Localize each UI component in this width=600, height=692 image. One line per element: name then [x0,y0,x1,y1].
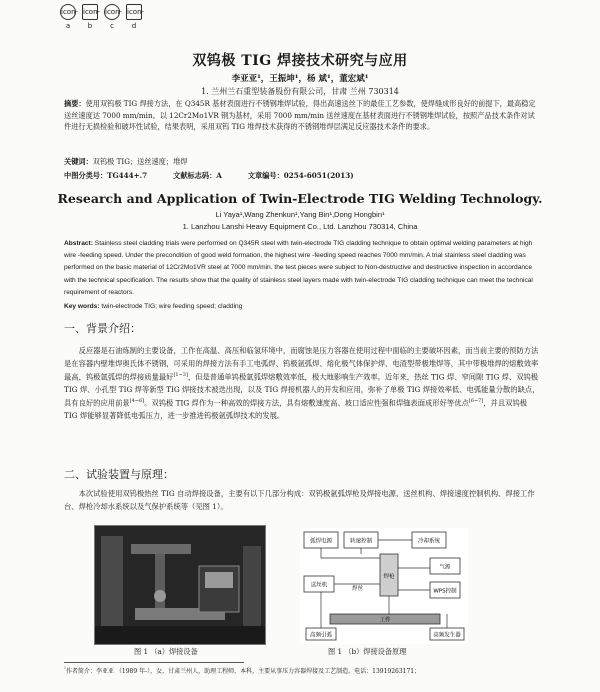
en-authors: Li Yaya¹,Wang Zhenkun¹,Yang Bin¹,Dong Hongbin¹ [215,210,385,219]
label-workpiece: 工件 [379,617,391,624]
figure-welding-principle-diagram [300,528,468,644]
citation-ref: [6~7] [468,397,484,404]
label-wire: 焊丝 [352,586,364,592]
label-hf-generator: 高频发生器 [433,632,461,639]
cn-title: 双钨极 TIG 焊接技术研究与应用 [192,53,408,69]
footnote-mark: ¹ [64,666,67,672]
citation-ref: [1~3] [173,371,188,378]
label-cooling: 冷却系统 [417,538,441,545]
cn-abstract-label: 摘要： [64,99,86,108]
label-gas: 气源 [439,564,451,571]
en-keywords-text: twin-electrode TIG; wire feeding speed; cladding [101,303,243,310]
section-body-experiment: 本次试验使用双钨极热丝 TIG 自动焊接设备，主要有以下几部分构成：双钨极氩弧焊枪及焊接电源、送丝机构、焊接速度控制机构、焊接工作台、焊枪冷却水系统以及气保护系统等（见图 1）。 [64,489,535,511]
cn-keywords-label: 关键词： [64,157,93,166]
label-wps: WPS控制 [433,588,457,595]
en-abstract-label: Abstract: [64,240,93,247]
society-logo-icon: icon-b [82,4,98,20]
cn-abstract-text: 使用双钨极 TIG 焊接方法，在 Q345R 基材表面进行不锈钢堆焊试验，得出高速送丝下的最佳工艺参数，使焊缝成形良好的前提下，最高稳定送丝速度达 7000 mm/min。以 12Cr2Mo1VR 钢为基材，采用 7000 mm/min 送丝速度在基材表面进行不锈钢堆焊试验，按照产品技术条件对试件进行无损检验和破坏性试验，结果表明，采用双钨 TIG 堆焊技术获得的不锈钢堆焊层满足反应器技术条件的要求。 [64,99,536,132]
citation-ref: [4~6] [129,397,145,404]
en-affiliation: 1. Lanzhou Lanshi Heavy Equipment Co., Ltd. Lanzhou 730314, China [182,222,418,231]
en-keywords [64,302,540,313]
en-abstract [64,238,540,299]
figure-caption-b: 图 1 （b）焊接设备原理 [328,647,407,656]
cn-keywords [64,156,540,168]
welding-principle-diagram [300,528,468,644]
en-title: Research and Application of Twin-Electrode TIG Welding Technology. [57,191,543,206]
figure-welding-equipment-photo [94,525,266,645]
figure-caption-a: 图 1 （a）焊接设备 [134,647,198,656]
class-number: 中图分类号：TG444+.7 [64,171,148,180]
cn-authors: 李亚亚¹，王振坤¹，杨 斌¹，董宏斌¹ [231,74,369,84]
body-text: ，但是普通单钨极氩弧焊熔敷效率低，极大地影响生产效率。近年来，热丝 TIG 焊、窄间隙 TIG 焊、双钨极 TIG 焊、小孔型 TIG 焊等新型 TIG 焊接技术被迭出现，以及 TIG 焊接机器人的开发和应用，弥补了单极 TIG 焊接效率低、电弧能量分散的缺点，具有良好的应用前景 [64,372,540,408]
publisher-logo-icon: icon-d [126,4,142,20]
doc-code: 文献标志码：A [173,171,222,180]
footnote-text: 作者简介：李亚亚 （1989 年-），女，甘肃兰州人，助理工程师，本科，主要从事压力容器焊接及工艺制造。电话：13919263171； [66,668,421,675]
welding-equipment-photo [95,526,265,644]
en-abstract-text: Stainless steel cladding trials were performed on Q345R steel with twin-electrode TIG cladding technique to obtain optimal welding parameters at high wire -feeding speed. Under the precondition of good weld formation, the highest wire -feeding speed reaches 7000 mm/min. A trial stainless steel cladding was performed on the basic material of 12Cr2Mo1VR steel at 7000 mm/min. the test pieces were subject to Non-destructive and destructive inspection in accordance with the technical specification. The results show that the quality of stainless steel layers made with twin-electrode TIG cladding technique can meet the technical requirement of reactors. [64,240,533,296]
article-number: 文章编号：0254-6051(2013) [247,171,354,180]
cn-affiliation: 1. 兰州兰石重型装备股份有限公司，甘肃 兰州 730314 [201,87,399,96]
label-wire-feeder: 送丝机 [310,582,328,589]
body-text: 。双钨极 TIG 焊作为一种高效的焊接方法，具有熔敷速度高、坡口适应性强和焊缝表面成形好等优点 [144,398,469,408]
header-logos [60,4,145,30]
section-heading-experiment: 二、试验装置与原理： [64,468,174,481]
cn-keywords-text: 双钨极 TIG；送丝速度；堆焊 [92,157,188,166]
section-body-background [64,345,540,423]
journal-logo-icon: icon-a [60,4,76,20]
en-keywords-label: Key words: [64,303,100,310]
section-heading-background: 一、背景介绍： [64,322,141,335]
university-logo-icon: icon-c [104,4,120,20]
body-text: ，并且双钨极 TIG 焊能够显著降低电弧压力，进一步推进钨极氩弧焊技术的发展。 [64,398,528,420]
body-text: 反应器是石油炼制的主要设备，工作在高温、高压和临氢环境中，而腐蚀是压力容器在使用过程中面临的主要破坏因素，而当前主要的预防方法是在容器内壁堆焊奥氏体不锈钢，可采用的焊接方法有手工电弧焊、钨极氩弧焊、熔化极气体保护焊、电渣型带极堆焊等，其中带极堆焊的熔敷效率最高，钨极氩弧焊的焊接质量最好 [64,346,539,382]
label-speed-control: 转速控制 [349,538,373,545]
footnote-divider [64,662,244,663]
author-footnote [64,666,544,675]
label-hf-start: 高频引弧 [309,632,333,639]
cn-abstract [64,98,540,133]
cn-classification [64,170,540,182]
label-torch: 焊枪 [383,574,395,580]
label-arc-power: 弧焊电源 [309,538,333,545]
